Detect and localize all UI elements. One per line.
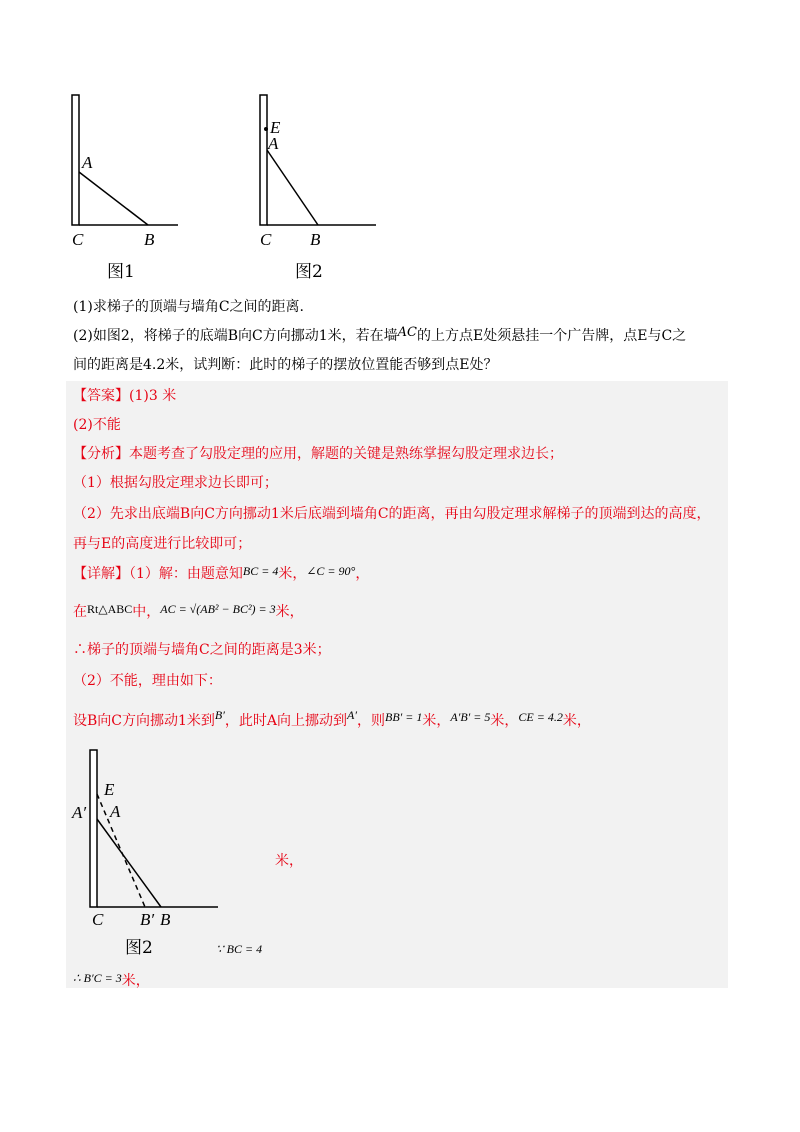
detail-line-2: 在Rt△ABC中，AC = √(AB² − BC²) = 3米， <box>73 602 304 620</box>
setup-line: 设B向C方向挪动1米到B′，此时A向上挪动到A′，则BB′ = 1米，A′B′ = 5米，CE = 4.2米， <box>73 708 591 729</box>
figure-2-caption: 图2 <box>295 262 323 282</box>
label-a: A <box>82 153 93 172</box>
label-a-prime: A′ <box>72 803 87 822</box>
ladder-a-prime-b-prime <box>97 794 145 907</box>
point-e <box>264 127 268 131</box>
analysis-step-2-line-2: 再与E的高度进行比较即可； <box>73 536 252 552</box>
label-c: C <box>260 230 272 249</box>
question-2-line-1: (2)如图2，将梯子的底端B向C方向挪动1米，若在墙AC的上方点E处须悬挂一个广告牌，点E与C之 <box>73 325 687 344</box>
mi-text: 米， <box>275 853 303 869</box>
label-a: A <box>110 802 121 821</box>
ladder-ab <box>267 150 318 225</box>
because-bc: ∵ BC = 4 <box>216 942 263 956</box>
analysis-step-1: （1）根据勾股定理求边长即可； <box>73 475 278 491</box>
wall <box>90 750 97 907</box>
label-e: E <box>270 118 281 137</box>
answer-line-1: 【答案】(1)3 米 <box>73 388 177 404</box>
part-2-intro: （2）不能，理由如下： <box>73 673 222 689</box>
question-1: (1)求梯子的顶端与墙角C之间的距离. <box>73 299 304 315</box>
answer-line-2: (2)不能 <box>73 417 121 433</box>
ladder-ab <box>97 819 161 907</box>
label-b: B <box>160 910 171 929</box>
therefore-line: ∴梯子的顶端与墙角C之间的距离是3米； <box>73 642 331 658</box>
label-b: B <box>310 230 321 249</box>
b-prime-c-line: ∴ B′C = 3米， <box>73 971 150 989</box>
label-e: E <box>104 780 115 799</box>
detail-line-1: 【详解】（1）解：由题意知BC = 4米，∠C = 90°， <box>73 564 370 582</box>
label-b-prime: B′ <box>140 910 155 929</box>
figure-2 <box>250 88 380 278</box>
analysis-line: 【分析】本题考查了勾股定理的应用，解题的关键是熟练掌握勾股定理求边长； <box>73 446 563 462</box>
label-b: B <box>144 230 155 249</box>
analysis-step-2-line-1: （2）先求出底端B向C方向挪动1米后底端到墙角C的距离，再由勾股定理求解梯子的顶端到达的高度， <box>73 506 711 522</box>
wall <box>72 95 79 225</box>
figure-1-caption: 图1 <box>107 262 135 282</box>
question-2-line-2: 间的距离是4.2米，试判断：此时的梯子的摆放位置能否够到点E处？ <box>73 357 498 373</box>
figure-3-caption: 图2 <box>125 938 153 958</box>
figure-1 <box>60 88 190 278</box>
wall <box>260 95 267 225</box>
label-c: C <box>92 910 104 929</box>
answer-tag: 【答案】 <box>73 388 129 404</box>
ladder-ab <box>79 172 148 225</box>
analysis-tag: 【分析】 <box>73 446 129 462</box>
label-c: C <box>72 230 84 249</box>
label-a: A <box>268 134 279 153</box>
detail-tag: 【详解】 <box>73 566 129 582</box>
figure-3 <box>66 742 236 962</box>
